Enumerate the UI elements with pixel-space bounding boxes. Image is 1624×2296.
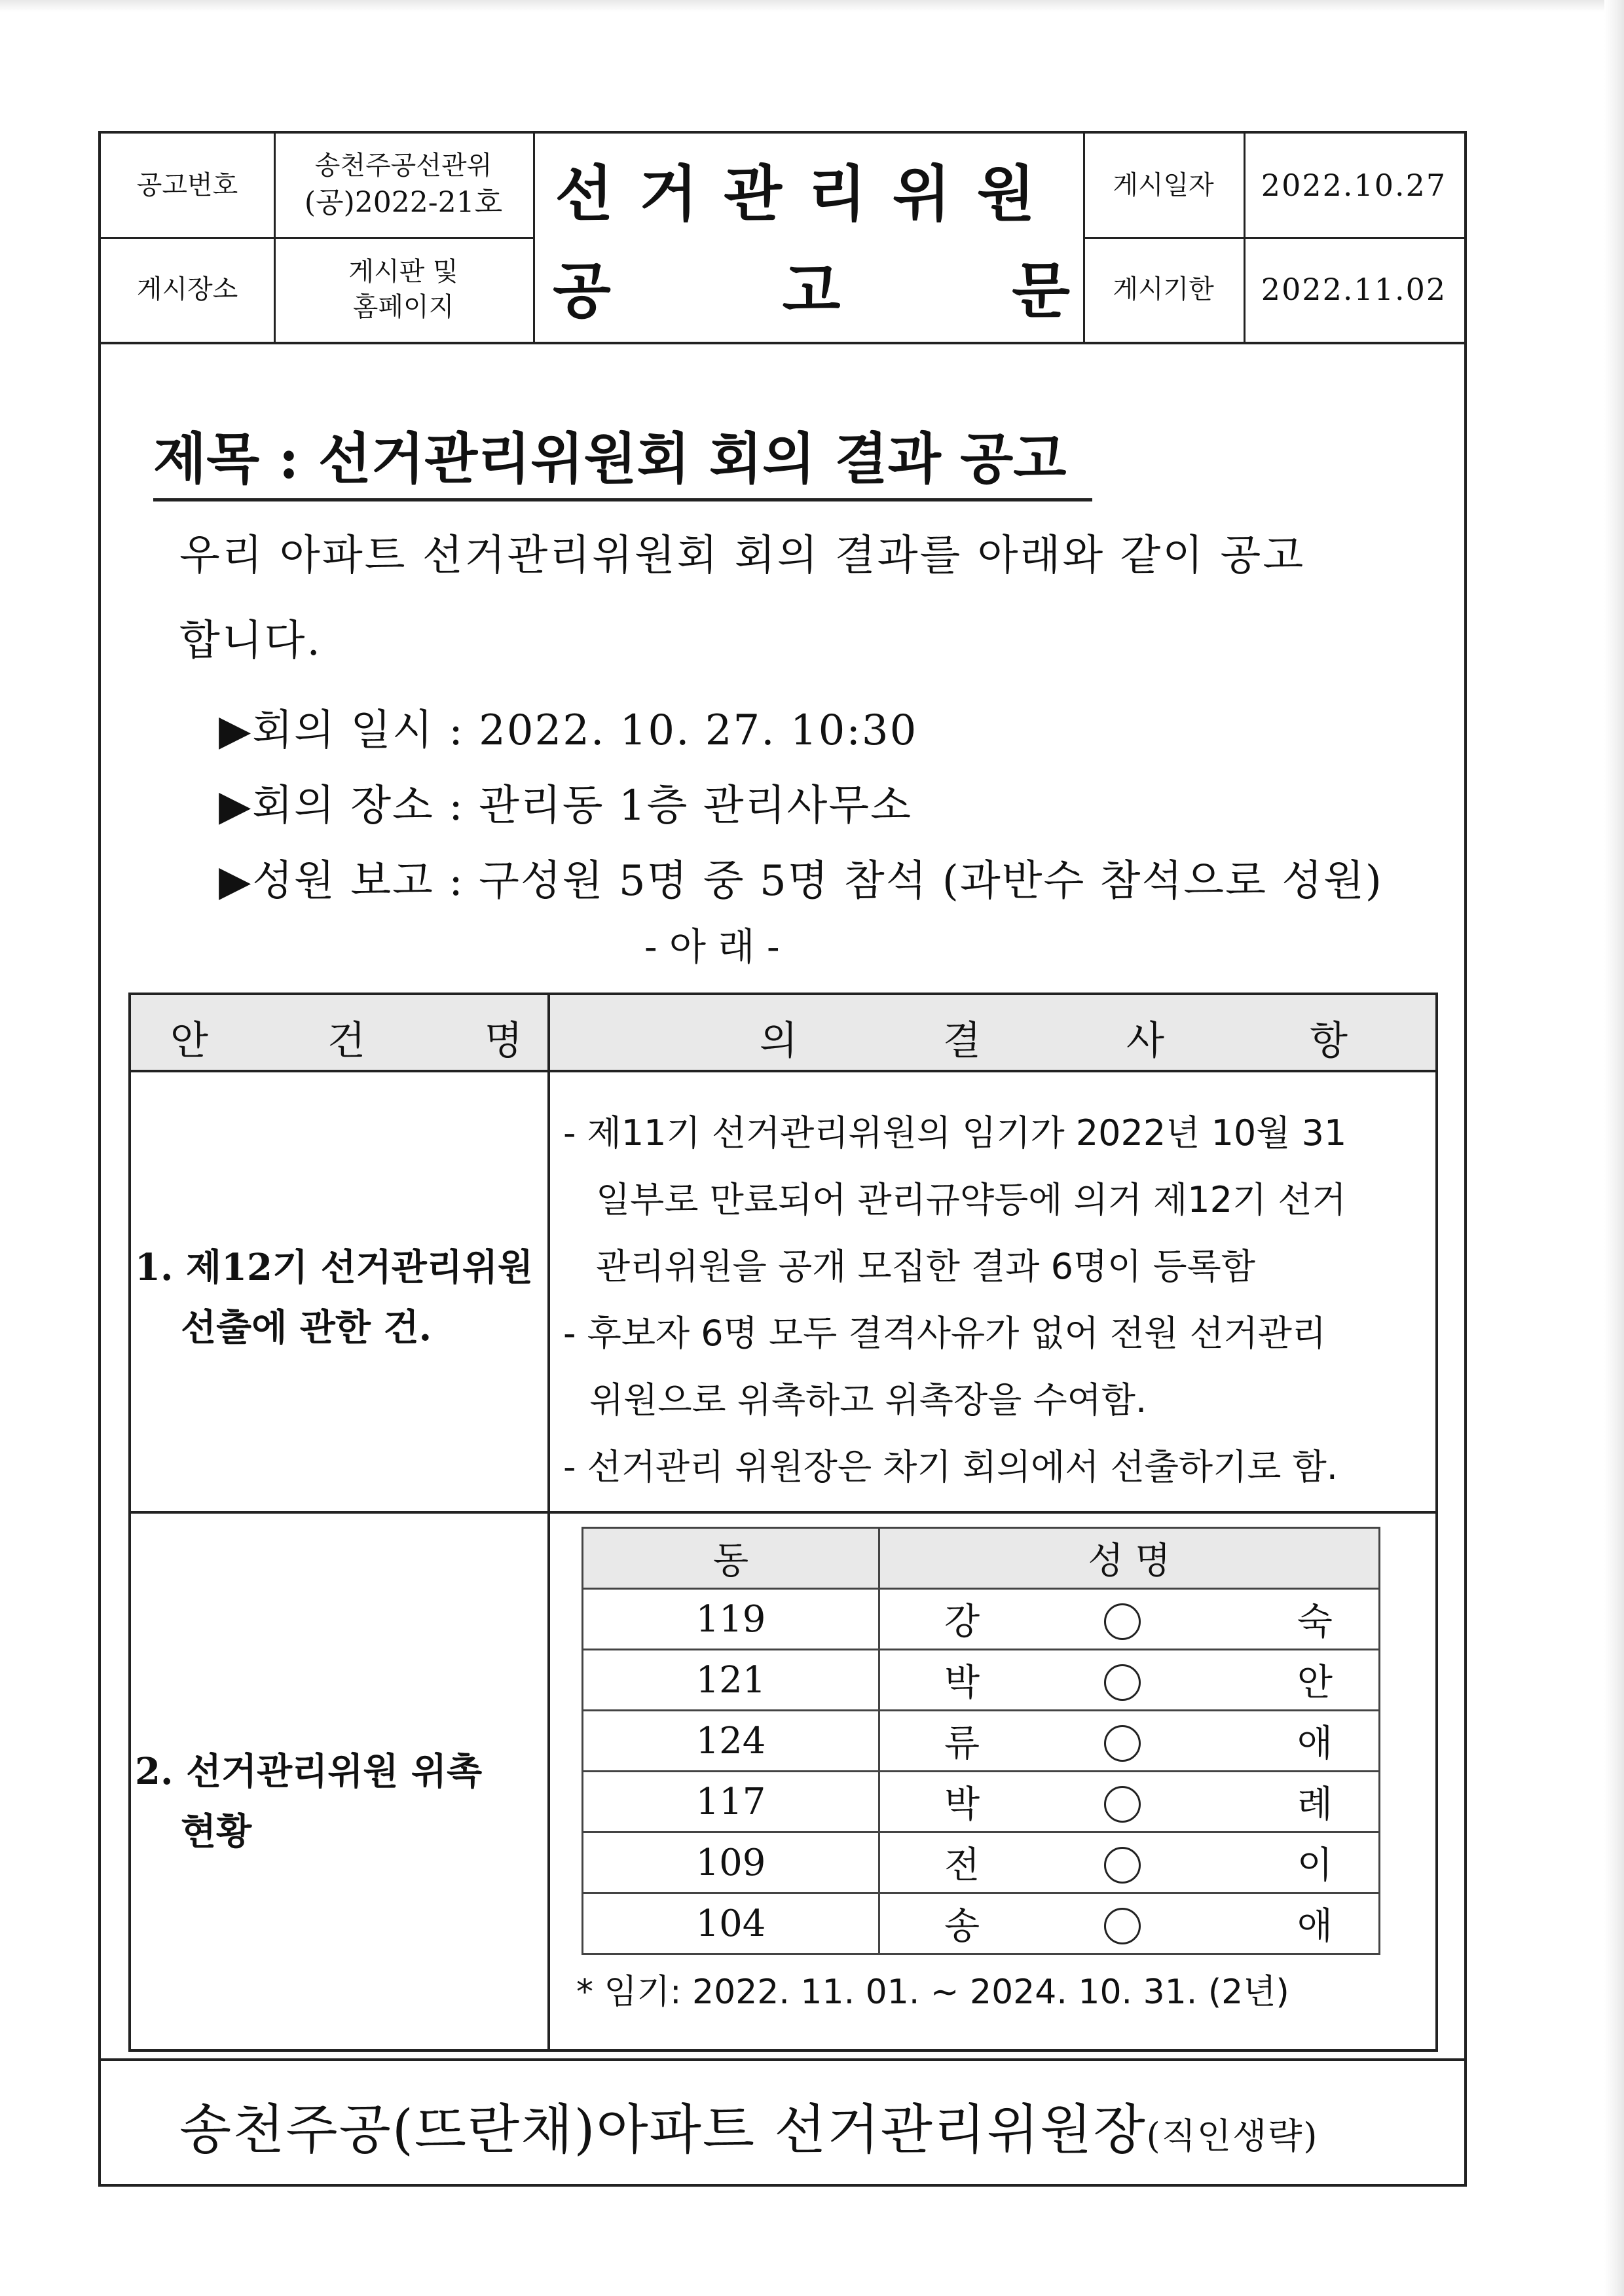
col-result-head-char: 의 <box>760 1018 798 1064</box>
result-line: 관리위원을 공개 모집한 결과 6명이 등록함 <box>596 1246 1255 1287</box>
post-deadline-value: 2022.11.02 <box>1261 272 1447 307</box>
col-result-head-char: 사 <box>1126 1018 1164 1064</box>
masked-name-circle <box>1044 1650 1201 1711</box>
notice-number-line2: (공)2022-21호 <box>304 186 503 220</box>
masked-name-circle <box>1044 1893 1201 1954</box>
member-dong: 121 <box>583 1650 879 1711</box>
post-place-value <box>274 237 533 342</box>
member-last-char: 애 <box>1201 1711 1380 1772</box>
member-dong: 109 <box>583 1832 879 1893</box>
post-place-line1: 게시판 및 <box>348 257 458 287</box>
member-first-char: 전 <box>879 1832 1044 1893</box>
post-date-value: 2022.10.27 <box>1261 168 1447 203</box>
agenda-row-divider <box>131 1511 1435 1514</box>
member-row <box>583 1772 1380 1832</box>
post-date-label: 게시일자 <box>1113 170 1214 200</box>
scan-right-edge <box>1604 0 1624 2296</box>
result-line: - 후보자 6명 모두 결격사유가 없어 전원 선거관리 <box>563 1313 1327 1354</box>
member-first-char: 박 <box>879 1650 1044 1711</box>
notice-number-line1: 송천주공선관위 <box>314 151 492 181</box>
member-head-dong: 동 <box>583 1528 879 1589</box>
agenda-item-2 <box>135 1741 482 1862</box>
member-last-char: 애 <box>1201 1893 1380 1954</box>
notice-title-line2 <box>553 237 1070 335</box>
notice-title-char: 문 <box>1012 255 1070 326</box>
post-place-label: 게시장소 <box>136 274 238 304</box>
circle-mark-icon <box>1104 1603 1141 1640</box>
signature <box>179 2087 1318 2164</box>
circle-mark-icon <box>1104 1725 1141 1762</box>
scan-top-edge <box>0 0 1624 12</box>
post-place-line2: 홈페이지 <box>352 292 454 322</box>
col-agenda-head-char: 안 <box>170 1018 208 1064</box>
agenda-item-2-line1: 2. 선거관리위원 위촉 <box>135 1750 483 1793</box>
member-table-header <box>583 1528 1380 1589</box>
member-dong: 104 <box>583 1893 879 1954</box>
member-row <box>583 1589 1380 1650</box>
agenda-item-2-line2: 현황 <box>181 1810 252 1853</box>
member-last-char: 안 <box>1201 1650 1380 1711</box>
notice-number-label: 공고번호 <box>136 170 238 200</box>
member-first-char: 강 <box>879 1589 1044 1650</box>
agenda-column-divider <box>547 995 550 2049</box>
agenda-item-1-line1: 1. 제12기 선거관리위원 <box>135 1246 534 1289</box>
masked-name-circle <box>1044 1589 1201 1650</box>
signature-text: 송천주공(뜨란채)아파트 선거관리위원장 <box>179 2099 1147 2161</box>
circle-mark-icon <box>1104 1664 1141 1701</box>
circle-mark-icon <box>1104 1908 1141 1944</box>
circle-mark-icon <box>1104 1786 1141 1823</box>
col-agenda-head-char: 건 <box>327 1018 365 1064</box>
member-first-char: 류 <box>879 1711 1044 1772</box>
notice-frame <box>98 131 1467 2187</box>
masked-name-circle <box>1044 1772 1201 1832</box>
notice-title-char: 공 <box>553 255 611 326</box>
col-result-head-char: 항 <box>1310 1018 1348 1064</box>
intro-line: 우리 아파트 선거관리위원회 회의 결과를 아래와 같이 공고 <box>179 532 1306 580</box>
result-line: 위원으로 위촉하고 위촉장을 수여함. <box>589 1379 1147 1421</box>
result-line: - 선거관리 위원장은 차기 회의에서 선출하기로 함. <box>563 1446 1338 1487</box>
circle-mark-icon <box>1104 1847 1141 1884</box>
member-last-char: 이 <box>1201 1832 1380 1893</box>
agenda-item-1 <box>135 1237 533 1358</box>
member-table <box>581 1527 1380 1955</box>
intro-paragraph <box>179 513 1424 683</box>
intro-line: 합니다. <box>179 617 322 665</box>
member-dong: 119 <box>583 1589 879 1650</box>
agenda-table <box>128 993 1438 2052</box>
seal-note: (직인생략) <box>1146 2115 1319 2157</box>
below-heading: - 아 래 - <box>644 924 780 969</box>
member-dong: 124 <box>583 1711 879 1772</box>
meeting-datetime: ▶회의 일시 : 2022. 10. 27. 10:30 <box>219 706 918 755</box>
agenda-item-1-line2: 선출에 관한 건. <box>181 1306 432 1349</box>
member-last-char: 례 <box>1201 1772 1380 1832</box>
quorum-report: ▶성원 보고 : 구성원 5명 중 5명 참석 (과반수 참석으로 성원) <box>219 857 1383 905</box>
col-result-head-char: 결 <box>943 1018 981 1064</box>
result-line: - 제11기 선거관리위원의 임기가 2022년 10월 31 <box>563 1112 1347 1154</box>
member-row <box>583 1711 1380 1772</box>
member-row <box>583 1832 1380 1893</box>
term-note: * 임기: 2022. 11. 01. ~ 2024. 10. 31. (2년) <box>576 1973 1289 2012</box>
result-line: 일부로 만료되어 관리규약등에 의거 제12기 선거 <box>596 1179 1346 1220</box>
notice-header <box>101 134 1464 344</box>
agenda-table-header <box>131 995 1435 1072</box>
member-row <box>583 1893 1380 1954</box>
notice-number-value <box>274 134 533 237</box>
member-first-char: 송 <box>879 1893 1044 1954</box>
member-dong: 117 <box>583 1772 879 1832</box>
member-head-name: 성 명 <box>879 1528 1380 1589</box>
notice-title-line1: 선거관리위원 <box>555 158 1061 229</box>
notice-title-char: 고 <box>782 255 841 326</box>
masked-name-circle <box>1044 1832 1201 1893</box>
meeting-place: ▶회의 장소 : 관리동 1층 관리사무소 <box>219 782 912 830</box>
col-agenda-head-char: 명 <box>485 1018 523 1064</box>
notice-subject: 제목 : 선거관리위원회 회의 결과 공고 <box>153 415 1092 501</box>
post-deadline-label: 게시기한 <box>1113 274 1214 304</box>
member-last-char: 숙 <box>1201 1589 1380 1650</box>
member-first-char: 박 <box>879 1772 1044 1832</box>
notice-footer <box>101 2058 1464 2187</box>
masked-name-circle <box>1044 1711 1201 1772</box>
member-row <box>583 1650 1380 1711</box>
